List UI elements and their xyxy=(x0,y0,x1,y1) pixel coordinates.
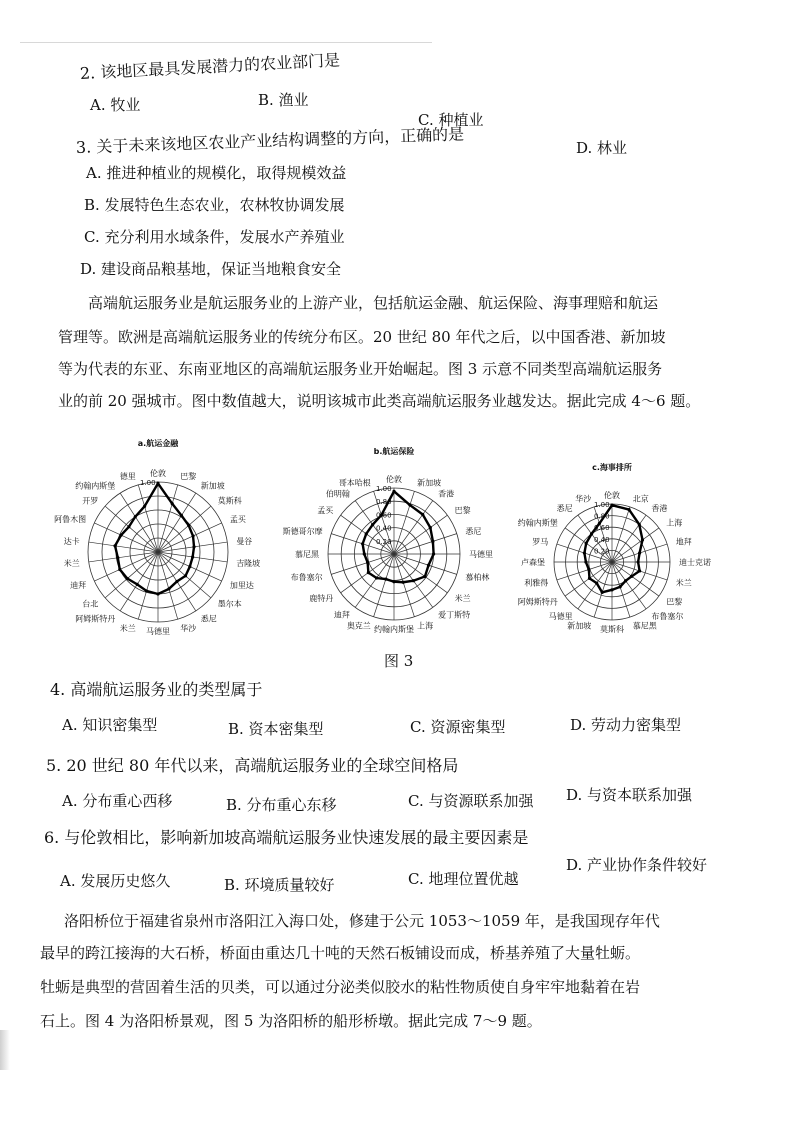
q2-option-b: B. 渔业 xyxy=(258,91,309,109)
radar-data-point xyxy=(367,571,370,574)
radar-category-label: 巴黎 xyxy=(180,472,197,482)
radar-category-label: 慕尼黑 xyxy=(632,621,657,631)
radar-data-point xyxy=(366,561,369,564)
radar-data-point xyxy=(375,576,378,579)
radar-chart-shipping-insurance xyxy=(282,444,502,649)
passage2-line-3: 牡蛎是典型的营固着生活的贝类，可以通过分泌类似胶水的粘性物质使自身牢牢地黏着在岩 xyxy=(40,978,641,996)
q6-option-a: A. 发展历史悠久 xyxy=(60,872,171,890)
radar-tick-label: 0.60 xyxy=(376,511,392,520)
radar-data-point xyxy=(627,508,630,511)
passage1-line-4: 业的前 20 强城市。图中数值越大，说明该城市此类高端航运服务业越发达。据此完成 4～6 题。 xyxy=(58,392,701,410)
radar-data-point xyxy=(118,568,121,571)
radar-data-point xyxy=(637,560,640,563)
q6-option-c: C. 地理位置优越 xyxy=(408,870,519,888)
passage2-line-1: 洛阳桥位于福建省泉州市洛阳江入海口处，修建于公元 1053～1059 年，是我国现存年代 xyxy=(64,912,660,930)
radar-data-point xyxy=(423,575,426,578)
radar-spoke xyxy=(612,515,646,562)
radar-category-label: 慕柏林 xyxy=(465,573,490,583)
radar-data-point xyxy=(126,577,129,580)
radar-spoke xyxy=(158,506,211,552)
radar-data-point xyxy=(595,582,598,585)
radar-data-point xyxy=(630,575,633,578)
radar-category-label: 鹿特丹 xyxy=(309,594,334,604)
radar-data-point xyxy=(392,580,395,583)
radar-category-label: 约翰内斯堡 xyxy=(75,481,116,491)
radar-category-label: 华沙 xyxy=(180,623,197,633)
radar-category-label: 约翰内斯堡 xyxy=(517,518,558,528)
scan-edge-shadow xyxy=(0,1030,10,1070)
radar-category-label: 迪拜 xyxy=(70,580,87,590)
radar-tick-label: 0.80 xyxy=(594,512,610,521)
q3-option-b: B. 发展特色生态农业，农林牧协调发展 xyxy=(84,196,345,214)
radar-category-label: 吉隆坡 xyxy=(236,559,261,569)
radar-category-label: 马德里 xyxy=(469,550,493,559)
radar-category-label: 阿姆斯特丹 xyxy=(517,597,558,607)
radar-data-point xyxy=(601,591,604,594)
radar-tick-label: 0.20 xyxy=(376,537,392,546)
radar-category-label: 新加坡 xyxy=(567,621,592,631)
q3-option-d: D. 建设商品粮基地，保证当地粮食安全 xyxy=(80,260,342,278)
q2-stem: 2. 该地区最具发展潜力的农业部门是 xyxy=(79,50,341,83)
radar-data-point xyxy=(156,592,159,595)
radar-data-point xyxy=(638,551,641,554)
q5-stem: 5. 20 世纪 80 年代以来，高端航运服务业的全球空间格局 xyxy=(46,756,459,775)
radar-chart-maritime-arbitration xyxy=(517,460,711,645)
q3-stem: 3. 关于未来该地区农业产业结构调整的方向，正确的是 xyxy=(75,124,465,157)
radar-data-point xyxy=(171,502,174,505)
radar-category-label: 开罗 xyxy=(82,496,99,506)
radar-category-label: 阿鲁木图 xyxy=(54,515,87,525)
radar-category-label: 卢森堡 xyxy=(521,558,545,567)
radar-data-point xyxy=(590,532,593,535)
q2-option-a: A. 牧业 xyxy=(90,96,141,114)
radar-category-label: 米兰 xyxy=(63,559,80,569)
top-rule xyxy=(20,42,432,43)
radar-category-label: 米兰 xyxy=(675,578,692,588)
radar-category-label: 孟买 xyxy=(317,505,334,515)
radar-data-point xyxy=(412,579,415,582)
radar-data-point xyxy=(641,538,644,541)
q2-option-d: D. 林业 xyxy=(576,139,628,157)
radar-data-point xyxy=(191,555,194,558)
radar-data-point xyxy=(180,514,183,517)
radar-spoke xyxy=(105,506,158,552)
radar-category-label: 慕尼黑 xyxy=(295,550,319,559)
radar-data-point xyxy=(184,574,187,577)
radar-category-label: 罗马 xyxy=(532,537,549,547)
radar-category-label: 哥本哈根 xyxy=(338,478,371,488)
figure-caption: 图 3 xyxy=(384,652,414,670)
radar-data-point xyxy=(143,505,146,508)
radar-data-point xyxy=(431,540,434,543)
radar-category-label: 达卡 xyxy=(63,536,80,546)
q5-option-d: D. 与资本联系加强 xyxy=(566,786,693,804)
q6-stem: 6. 与伦敦相比，影响新加坡高端航运服务业快速发展的最主要因素是 xyxy=(44,828,529,847)
radar-category-label: 伯明翰 xyxy=(325,489,350,499)
radar-category-label: 悉尼 xyxy=(465,526,482,536)
radar-data-point xyxy=(191,534,194,537)
radar-category-label: 莫斯科 xyxy=(600,625,624,634)
radar-spoke xyxy=(612,562,646,609)
radar-data-point xyxy=(156,482,159,485)
radar-category-label: 布鲁塞尔 xyxy=(290,573,323,583)
radar-data-point xyxy=(402,581,405,584)
radar-category-label: 巴黎 xyxy=(666,597,683,607)
radar-data-point xyxy=(116,556,119,559)
radar-category-label: 德里 xyxy=(119,472,136,482)
radar-spoke xyxy=(394,554,447,593)
radar-category-label: 米兰 xyxy=(454,594,471,604)
q4-stem: 4. 高端航运服务业的类型属于 xyxy=(50,680,263,699)
radar-category-label: 伦敦 xyxy=(604,491,620,500)
radar-category-label: 阿姆斯特丹 xyxy=(75,614,116,624)
radar-spoke xyxy=(557,562,612,580)
radar-spoke xyxy=(374,554,394,617)
radar-chart-title: a.航运金融 xyxy=(137,439,179,448)
radar-category-label: 马德里 xyxy=(548,612,573,622)
radar-data-point xyxy=(408,503,411,506)
radar-data-point xyxy=(610,504,613,507)
radar-tick-label: 1.00 xyxy=(376,485,392,493)
radar-svg-a xyxy=(52,436,272,646)
radar-category-label: 奥克兰 xyxy=(346,621,371,631)
q6-option-d: D. 产业协作条件较好 xyxy=(566,856,708,874)
q3-option-c: C. 充分利用水域条件，发展水产养殖业 xyxy=(84,228,345,246)
radar-data-point xyxy=(618,585,621,588)
q5-option-a: A. 分布重心西移 xyxy=(62,792,173,810)
radar-category-label: 香港 xyxy=(438,489,455,499)
radar-data-point xyxy=(134,515,137,518)
radar-spoke xyxy=(612,562,659,596)
radar-category-label: 曼谷 xyxy=(236,536,253,546)
radar-category-label: 北京 xyxy=(632,494,649,504)
radar-data-point xyxy=(145,589,148,592)
radar-data-point xyxy=(371,523,374,526)
radar-spoke xyxy=(612,507,630,562)
radar-data-point xyxy=(384,578,387,581)
radar-category-label: 莫斯科 xyxy=(217,496,242,506)
radar-tick-label: 1.00 xyxy=(140,479,156,487)
radar-data-point xyxy=(119,534,122,537)
radar-spoke xyxy=(331,554,394,574)
radar-tick-label: 0.40 xyxy=(594,535,610,544)
radar-tick-label: 0.20 xyxy=(594,547,610,556)
radar-data-point xyxy=(432,552,435,555)
passage2-line-2: 最早的跨江接海的大石桥，桥面由重达几十吨的天然石板铺设而成，桥基养殖了大量牡蛎。 xyxy=(40,944,641,962)
radar-series-line xyxy=(363,491,434,582)
passage2-line-4: 石上。图 4 为洛阳桥景观，图 5 为洛阳桥的船形桥墩。据此完成 7～9 题。 xyxy=(40,1012,542,1030)
radar-data-point xyxy=(167,587,170,590)
radar-category-label: 约翰内斯堡 xyxy=(374,625,414,634)
q4-option-c: C. 资源密集型 xyxy=(410,718,506,736)
passage1-line-2: 管理等。欧洲是高端航运服务业的传统分布区。20 世纪 80 年代之后，以中国香港、新加坡 xyxy=(58,328,666,346)
q4-option-a: A. 知识密集型 xyxy=(62,716,158,734)
q5-option-c: C. 与资源联系加强 xyxy=(408,792,534,810)
radar-category-label: 斯德哥尔摩 xyxy=(282,526,323,536)
radar-data-point xyxy=(588,577,591,580)
radar-spoke xyxy=(394,515,447,554)
radar-data-point xyxy=(175,580,178,583)
radar-data-point xyxy=(127,525,130,528)
radar-category-label: 米兰 xyxy=(119,623,136,633)
radar-data-point xyxy=(638,523,641,526)
q3-option-a: A. 推进种植业的规模化，取得规模效益 xyxy=(86,164,347,182)
radar-data-point xyxy=(584,560,587,563)
radar-data-point xyxy=(610,588,613,591)
radar-category-label: 台北 xyxy=(82,599,99,609)
radar-data-point xyxy=(136,583,139,586)
radar-data-point xyxy=(585,542,588,545)
q6-option-b: B. 环境质量较好 xyxy=(224,876,335,894)
radar-data-point xyxy=(624,579,627,582)
q4-option-b: B. 资本密集型 xyxy=(228,720,324,738)
radar-data-point xyxy=(113,544,116,547)
radar-category-label: 地拜 xyxy=(675,537,692,547)
radar-category-label: 悉尼 xyxy=(556,503,573,513)
radar-category-label: 孟买 xyxy=(229,515,246,525)
radar-tick-label: 1.00 xyxy=(594,501,610,509)
radar-category-label: 爱丁斯特 xyxy=(438,610,471,620)
radar-category-label: 华沙 xyxy=(575,494,592,504)
radar-spoke xyxy=(612,528,659,562)
radar-category-label: 伦敦 xyxy=(386,475,402,484)
radar-data-point xyxy=(392,490,395,493)
radar-data-point xyxy=(583,551,586,554)
radar-tick-label: 0.60 xyxy=(594,524,610,533)
radar-data-point xyxy=(421,513,424,516)
radar-category-label: 上海 xyxy=(417,621,434,631)
passage1-line-1: 高端航运服务业是航运服务业的上游产业，包括航运金融、航运保险、海事理赔和航运 xyxy=(88,294,659,312)
radar-category-label: 新加坡 xyxy=(200,481,225,491)
radar-category-label: 悉尼 xyxy=(200,614,217,624)
radar-category-label: 新加坡 xyxy=(417,478,442,488)
q5-option-b: B. 分布重心东移 xyxy=(226,796,337,814)
radar-category-label: 马德里 xyxy=(146,627,170,636)
radar-data-point xyxy=(427,564,430,567)
radar-category-label: 迪拜 xyxy=(333,610,350,620)
radar-category-label: 巴黎 xyxy=(454,505,471,515)
radar-spoke xyxy=(394,534,457,554)
radar-spoke xyxy=(394,554,414,617)
radar-tick-label: 0.40 xyxy=(376,524,392,533)
radar-category-label: 墨尔本 xyxy=(217,599,242,609)
radar-chart-title: b.航运保险 xyxy=(373,447,415,456)
radar-tick-label: 0.80 xyxy=(376,498,392,507)
radar-spoke xyxy=(565,528,612,562)
radar-category-label: 香港 xyxy=(651,503,668,513)
radar-data-point xyxy=(638,569,641,572)
radar-chart-title: c.海事排所 xyxy=(592,463,632,472)
radar-category-label: 加里达 xyxy=(229,580,254,590)
radar-chart-shipping-finance xyxy=(52,436,272,646)
radar-category-label: 迪士克诺 xyxy=(679,558,711,567)
radar-data-point xyxy=(429,526,432,529)
radar-svg-c xyxy=(517,460,711,645)
radar-category-label: 利雅得 xyxy=(524,578,549,588)
radar-svg-b xyxy=(282,444,502,649)
q4-option-d: D. 劳动力密集型 xyxy=(570,716,682,734)
radar-data-point xyxy=(587,568,590,571)
radar-data-point xyxy=(361,542,364,545)
radar-data-point xyxy=(365,532,368,535)
q2-option-c: C. 种植业 xyxy=(418,111,484,129)
radar-data-point xyxy=(187,524,190,527)
radar-category-label: 上海 xyxy=(666,518,683,528)
radar-data-point xyxy=(363,552,366,555)
radar-data-point xyxy=(192,545,195,548)
passage1-line-3: 等为代表的东亚、东南亚地区的高端航运服务业开始崛起。图 3 示意不同类型高端航运服务 xyxy=(58,360,663,378)
radar-category-label: 伦敦 xyxy=(150,469,166,478)
radar-category-label: 布鲁塞尔 xyxy=(651,612,684,622)
radar-data-point xyxy=(188,565,191,568)
radar-spoke xyxy=(578,562,612,609)
